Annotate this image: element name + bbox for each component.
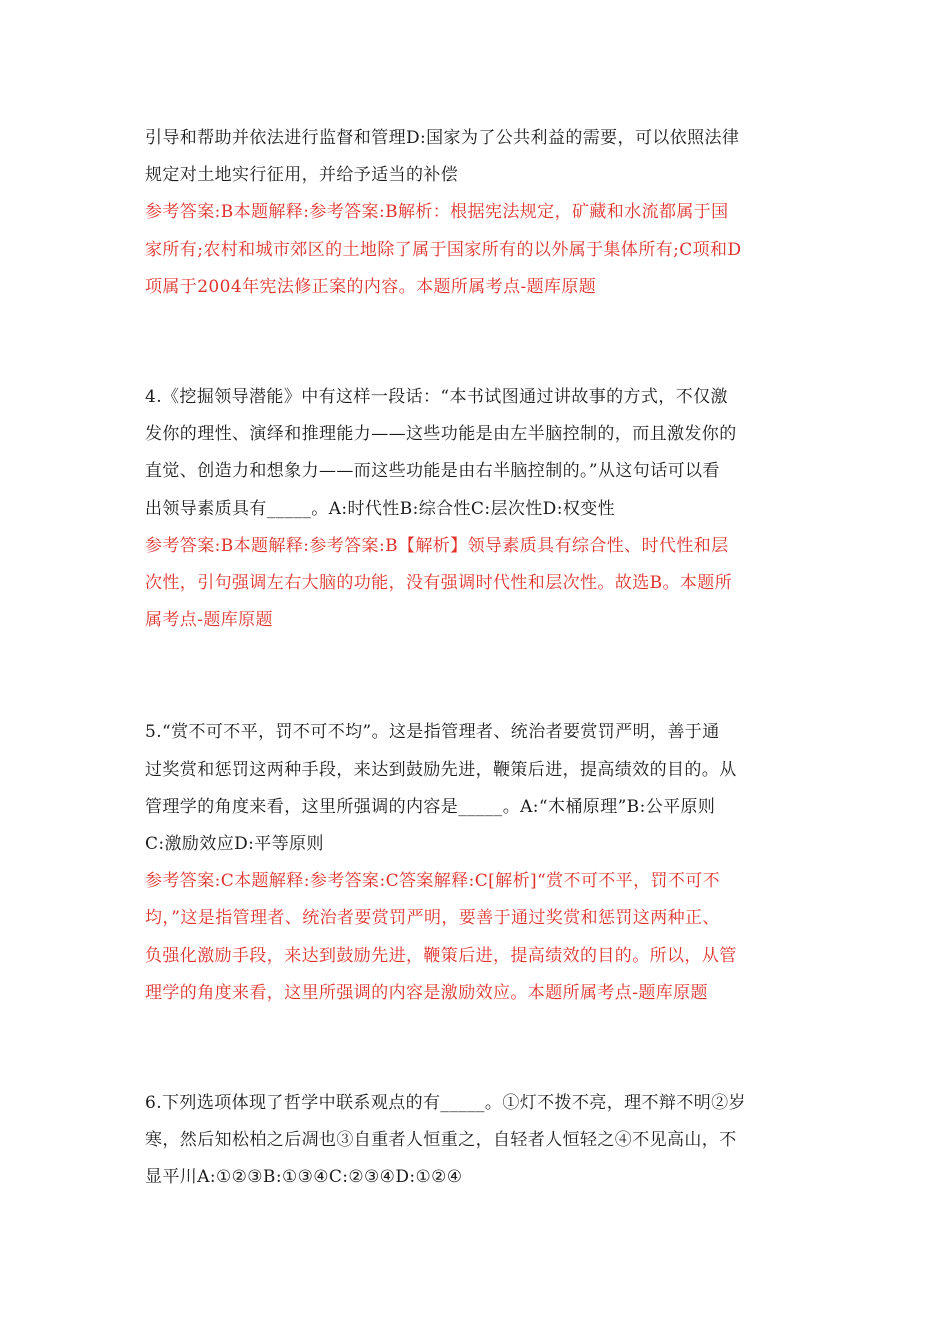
question-text [145,379,810,528]
answer-explanation [145,528,810,640]
question-block-3 [145,120,810,306]
question-line: 6.下列选项体现了哲学中联系观点的有_____。①灯不拨不亮，理不辩不明②岁 [145,1093,746,1114]
question-line: C:激励效应D:平等原则 [145,834,324,855]
document-page [145,120,810,1197]
question-text [145,1085,810,1197]
question-block-6 [145,1085,810,1197]
answer-explanation [145,863,810,1012]
question-line: 出领导素质具有_____。A:时代性B:综合性C:层次性D:权变性 [145,498,616,519]
question-line: 5.“赏不可不平，罚不可不均”。这是指管理者、统治者要赏罚严明，善于通 [145,722,720,743]
answer-line: 属考点-题库原题 [145,610,273,631]
question-text [145,120,810,194]
question-line: 直觉、创造力和想象力——而这些功能是由右半脑控制的。”从这句话可以看 [145,461,720,482]
answer-line: 家所有;农村和城市郊区的土地除了属于国家所有的以外属于集体所有;C项和D [145,239,742,260]
question-line: 过奖赏和惩罚这两种手段，来达到鼓励先进，鞭策后进，提高绩效的目的。从 [145,759,737,780]
answer-line: 项属于2004年宪法修正案的内容。本题所属考点-题库原题 [145,276,597,297]
question-line: 4.《挖掘领导潜能》中有这样一段话：“本书试图通过讲故事的方式，不仅激 [145,387,728,408]
question-line: 管理学的角度来看，这里所强调的内容是_____。A:“木桶原理”B:公平原则 [145,796,716,817]
answer-line: 参考答案:C本题解释:参考答案:C答案解释:C[解析]“赏不可不平，罚不可不 [145,871,721,892]
answer-line: 次性，引句强调左右大脑的功能，没有强调时代性和层次性。故选B。本题所 [145,573,733,594]
question-line: 显平川A:①②③B:①③④C:②③④D:①②④ [145,1167,463,1188]
answer-line: 负强化激励手段，来达到鼓励先进，鞭策后进，提高绩效的目的。所以，从管 [145,945,737,966]
answer-line: 参考答案:B本题解释:参考答案:B【解析】领导素质具有综合性、时代性和层 [145,535,729,556]
question-line: 引导和帮助并依法进行监督和管理D:国家为了公共利益的需要，可以依照法律 [145,128,740,148]
question-line: 寒，然后知松柏之后凋也③自重者人恒重之，自轻者人恒轻之④不见高山，不 [145,1130,737,1151]
answer-line: 理学的角度来看，这里所强调的内容是激励效应。本题所属考点-题库原题 [145,982,708,1003]
answer-explanation [145,194,810,306]
question-block-5 [145,714,810,1012]
answer-line: 均，”这是指管理者、统治者要赏罚严明，要善于通过奖赏和惩罚这两种正、 [145,908,720,929]
question-line: 规定对土地实行征用，并给予适当的补偿 [145,165,459,186]
question-block-4 [145,379,810,639]
question-text [145,714,810,863]
question-line: 发你的理性、演绎和推理能力——这些功能是由左半脑控制的，而且激发你的 [145,424,737,445]
answer-line: 参考答案:B本题解释:参考答案:B解析：根据宪法规定，矿藏和水流都属于国 [145,202,729,223]
